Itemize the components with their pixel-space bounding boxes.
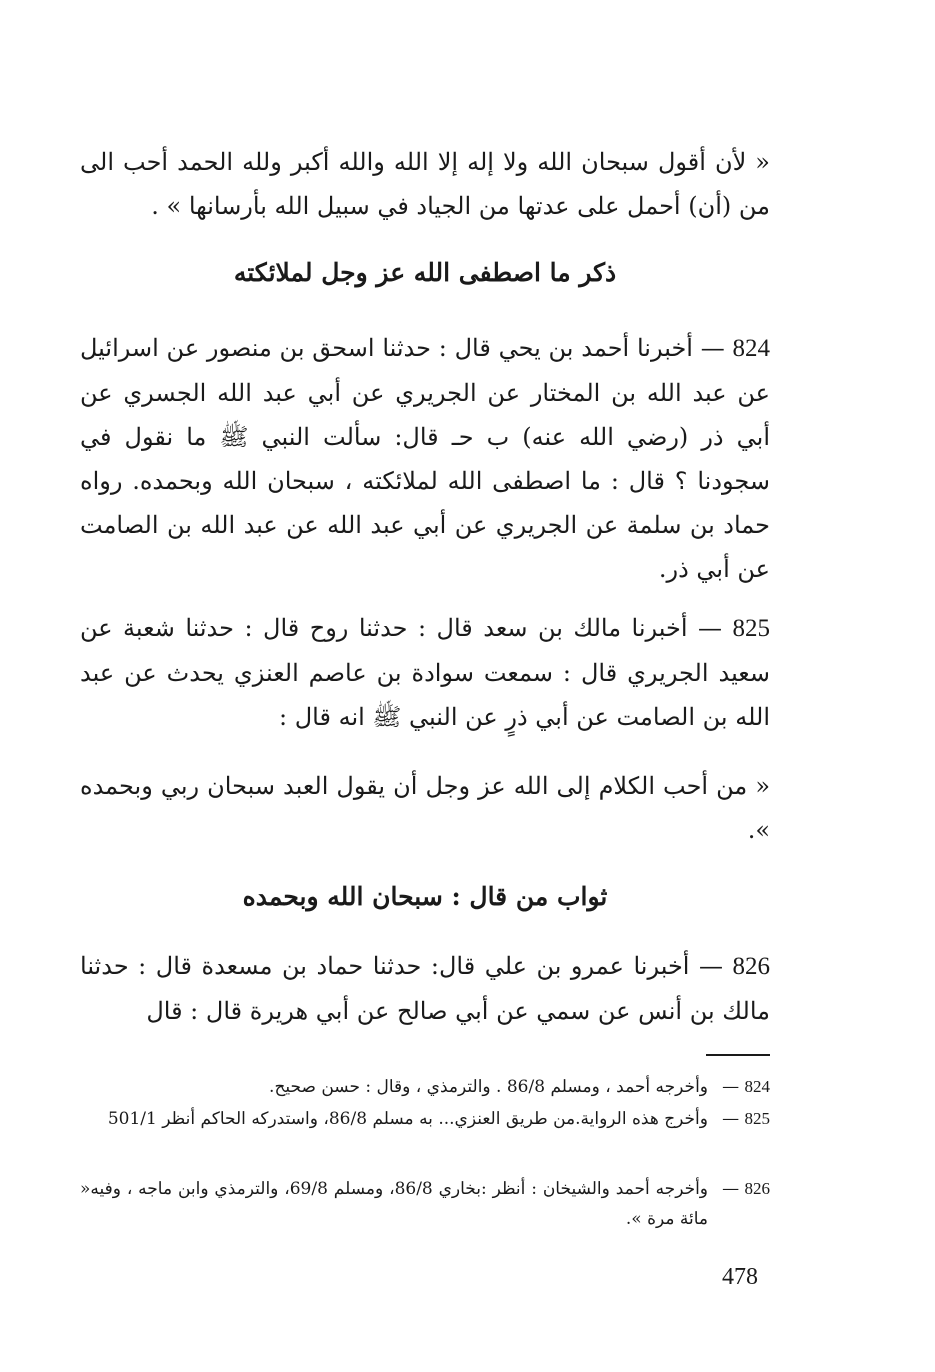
page-number: 478 xyxy=(722,1264,758,1290)
hadith-825-quote: « من أحب الكلام إلى الله عز وجل أن يقول العبد سبحان ربي وبحمده ». xyxy=(80,772,770,844)
hadith-824 xyxy=(80,326,770,591)
footnote-826 xyxy=(80,1174,770,1234)
hadith-825-text: أخبرنا مالك بن سعد قال : حدثنا روح قال : حدثنا شعبة عن سعيد الجريري قال : سمعت سوادة بن عاصم العنزي يحدث عن عبد الله بن الصامت عن أبي ذرٍ عن النبي ﷺ انه قال : xyxy=(80,614,770,731)
section-heading-angels: ذكر ما اصطفى الله عز وجل لملائكته xyxy=(233,258,617,287)
footnote-divider xyxy=(706,1054,770,1056)
footnote-825-dash: — xyxy=(722,1109,740,1129)
footnote-825-text: وأخرج هذه الرواية.من طريق العنزي... به مسلم 86/8، واستدركه الحاكم أنظر 501/1 xyxy=(107,1109,708,1129)
hadith-826-dash: — xyxy=(698,952,723,980)
footnote-826-label xyxy=(708,1174,770,1234)
hadith-826 xyxy=(80,944,770,1033)
footnote-825-number: 825 xyxy=(744,1109,770,1128)
hadith-824-dash: — xyxy=(700,334,725,362)
hadith-824-number: 824 xyxy=(732,335,770,362)
footnote-824-dash: — xyxy=(722,1077,740,1097)
footnote-824-text: وأخرجه أحمد ، ومسلم 86/8 . والترمذي ، وقال : حسن صحيح. xyxy=(269,1077,708,1097)
footnote-824-label xyxy=(708,1072,770,1102)
footnote-826-text: وأخرجه أحمد والشيخان : أنظر :بخاري 86/8، ومسلم 69/8، والترمذي وابن ماجه ، وفيه« مائة مرة ». xyxy=(80,1179,709,1229)
footnote-826-dash: — xyxy=(722,1179,740,1199)
hadith-824-text: أخبرنا أحمد بن يحي قال : حدثنا اسحق بن منصور عن اسرائيل عن عبد الله بن المختار عن الجريري عن أبي عبد الله الجسري عن أبي ذر (رضي الله عنه) ب حـ قال: سألت النبي ﷺ ما نقول في سجودنا ؟ قال : ما اصطفى الله لملائكته ، سبحان الله وبحمده. رواه حماد بن سلمة عن الجريري عن أبي عبد الله عن عبد الله بن الصامت عن أبي ذر. xyxy=(80,334,770,583)
footnote-824-number: 824 xyxy=(744,1077,770,1096)
hadith-825 xyxy=(80,606,770,739)
footnote-824 xyxy=(80,1072,770,1102)
footnote-826-number: 826 xyxy=(744,1179,770,1198)
hadith-825-dash: — xyxy=(698,614,723,642)
hadith-826-text: أخبرنا عمرو بن علي قال: حدثنا حماد بن مسعدة قال : حدثنا مالك بن أنس عن سمي عن أبي صالح عن أبي هريرة قال : قال xyxy=(80,952,770,1025)
opening-quote: « لأن أقول سبحان الله ولا إله إلا الله والله أكبر ولله الحمد أحب الى من (أن) أحمل على عدتها من الجياد في سبيل الله بأرسانها » . xyxy=(80,148,770,220)
section-heading-reward: ثواب من قال : سبحان الله وبحمده xyxy=(242,882,608,911)
footnote-825 xyxy=(80,1104,770,1134)
hadith-825-number: 825 xyxy=(732,615,770,642)
footnote-825-label xyxy=(708,1104,770,1134)
hadith-826-number: 826 xyxy=(732,953,770,980)
